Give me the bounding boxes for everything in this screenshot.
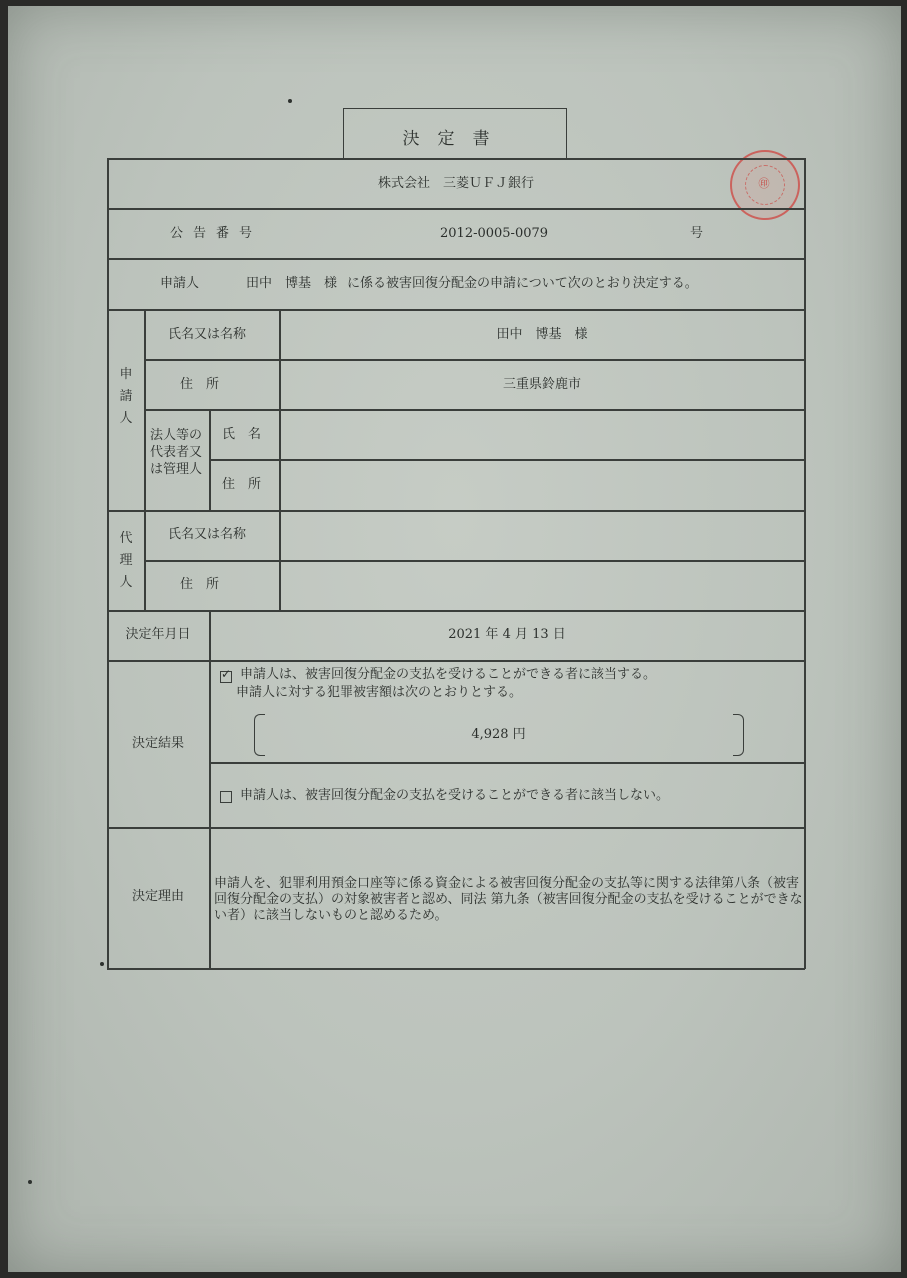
- notice-suffix: 号: [690, 226, 704, 241]
- applicant-name-label: 氏名又は名称: [168, 327, 247, 342]
- rep-label: 法人等の代表者又は管理人: [150, 428, 203, 477]
- option1-line1: 申請人は、被害回復分配金の支払を受けることができる者に該当する。: [240, 667, 657, 682]
- bank-name: 株式会社 三菱ＵＦＪ銀行: [377, 176, 534, 191]
- frame-left: [107, 158, 109, 969]
- reason-text: 申請人を、犯罪利用預金口座等に係る資金による被害回復分配金の支払等に関する法律第八条（被害回復分配金の支払）の対象被害者と認め、同法 第九条（被害回復分配金の支払を受けることができない者）に該当しないものと認めるため。: [214, 876, 803, 923]
- paper-speck: [28, 1180, 32, 1184]
- amount-bracket-right: [733, 714, 744, 756]
- rule-applicant-name: [144, 359, 805, 361]
- option1-line2: 申請人に対する犯罪被害額は次のとおりとする。: [236, 685, 523, 700]
- rule-applicant-end: [107, 510, 805, 512]
- decision-date-label: 決定年月日: [125, 627, 191, 642]
- result-label: 決定結果: [131, 736, 184, 751]
- col-section: [144, 309, 146, 610]
- option2-text: 申請人は、被害回復分配金の支払を受けることができる者に該当しない。: [240, 788, 670, 803]
- applicant-section-label: 申請人: [119, 367, 133, 426]
- col-rep: [209, 409, 211, 510]
- rule-agent-name: [144, 560, 805, 562]
- agent-address-label: 住 所: [180, 577, 220, 592]
- rule-result-end: [107, 827, 805, 829]
- rep-address-label: 住 所: [222, 477, 262, 492]
- option1-checkmark-icon: ✓: [221, 667, 232, 681]
- bank-seal-mark: ㊞: [758, 177, 770, 190]
- applicant-address-label: 住 所: [180, 377, 220, 392]
- frame-top: [107, 158, 805, 160]
- rule-2: [107, 258, 805, 260]
- col-lower: [209, 610, 211, 969]
- rule-agent-end: [107, 610, 805, 612]
- reason-label: 決定理由: [131, 889, 184, 904]
- rule-1: [107, 208, 805, 210]
- paper-speck: [100, 962, 104, 966]
- frame-right: [804, 158, 806, 969]
- statement-text: に係る被害回復分配金の申請について次のとおり決定する。: [347, 276, 698, 291]
- result-amount: 4,928 円: [471, 727, 526, 742]
- rule-3: [107, 309, 805, 311]
- agent-name-label: 氏名又は名称: [168, 527, 247, 542]
- document-title: 決定書: [402, 129, 508, 149]
- notice-label: 公告番号: [170, 226, 263, 241]
- rule-result-option: [209, 762, 805, 764]
- decision-date-value: 2021 年 4 月 13 日: [448, 627, 566, 642]
- col-label: [279, 309, 281, 610]
- rep-name-label: 氏 名: [222, 427, 262, 442]
- applicant-name-value: 田中 博基 様: [496, 327, 588, 342]
- rule-applicant-address: [144, 409, 805, 411]
- statement-prefix: 申請人: [160, 276, 200, 291]
- option2-checkbox[interactable]: [220, 791, 232, 803]
- agent-section-label: 代理人: [119, 531, 133, 590]
- frame-bottom: [107, 968, 805, 970]
- rule-date-end: [107, 660, 805, 662]
- notice-number: 2012-0005-0079: [440, 226, 549, 241]
- paper-speck: [288, 99, 292, 103]
- rule-rep-name: [209, 459, 805, 461]
- statement-name: 田中 博基 様: [246, 276, 338, 291]
- applicant-address-value: 三重県鈴鹿市: [502, 377, 581, 392]
